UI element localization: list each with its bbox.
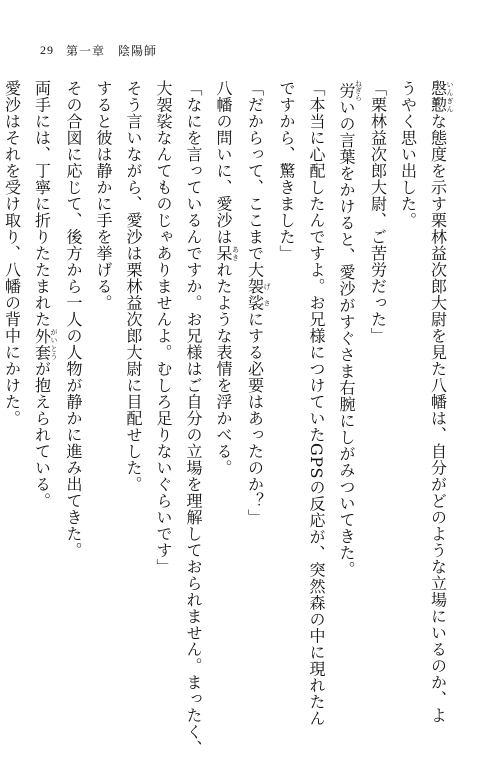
ruby-annotation: 呆あき bbox=[214, 245, 240, 262]
text-line: 「栗林益次郎大尉、ご苦労だった」 bbox=[368, 80, 388, 344]
running-header bbox=[40, 40, 157, 60]
body-text bbox=[0, 80, 454, 757]
text-line: 「本当に心配したんですよ。お兄様につけていたGPSの反応が、突然森の中に現れたん bbox=[307, 80, 326, 727]
text-line: ですから、驚きました」 bbox=[277, 80, 296, 262]
ruby-annotation: 労ねぎら bbox=[337, 80, 363, 101]
ruby-annotation: 外套がいとう bbox=[32, 327, 58, 361]
text-line: すると彼は静かに手を挙げる。 bbox=[94, 80, 113, 311]
ruby-reading: あき bbox=[231, 245, 240, 262]
ruby-reading: がいとう bbox=[50, 327, 58, 361]
ruby-reading: ねぎら bbox=[354, 80, 363, 101]
text-line: 大袈裟なんてものじゃありませんよ。むしろ足りないぐらいです」 bbox=[154, 80, 173, 575]
page-number: 29 bbox=[40, 42, 54, 57]
text-line: 労ねぎらいの言葉をかけると、愛沙がすぐさま右腕にしがみついてきた。 bbox=[337, 80, 363, 578]
text-line: 愛沙はそれを受け取り、八幡の背中にかけた。 bbox=[2, 80, 22, 427]
text-line: うやく思い出した。 bbox=[398, 80, 418, 229]
chapter-title: 第一章 陰陽師 bbox=[66, 43, 158, 58]
ruby-annotation: 袈裟げさ bbox=[245, 278, 271, 311]
ruby-annotation: 慇懃いんぎん bbox=[428, 80, 454, 113]
text-line: 両手には、丁寧に折りたたまれた外套がいとうが抱えられている。 bbox=[32, 80, 58, 509]
text-line: 「だからって、ここまで大袈裟げさにする必要はあったのか？」 bbox=[245, 80, 271, 526]
ruby-reading: いんぎん bbox=[446, 80, 454, 113]
text-line: 「なにを言っているんですか。お兄様はご自分の立場を理解しておられません。まったく、 bbox=[184, 80, 203, 757]
text-line: その合図に応じて、後方から一人の人物が静かに進み出てきた。 bbox=[64, 80, 83, 559]
text-line: 慇懃いんぎんな態度を示す栗林益次郎大尉を見た八幡は、自分がどのような立場にいるのか、よ bbox=[428, 80, 454, 724]
ruby-reading: げさ bbox=[263, 278, 271, 311]
text-line: そう言いながら、愛沙は栗林益次郎大尉に目配せした。 bbox=[124, 80, 143, 493]
text-line: 八幡の問いに、愛沙は呆あきれたような表情を浮かべる。 bbox=[214, 80, 240, 476]
